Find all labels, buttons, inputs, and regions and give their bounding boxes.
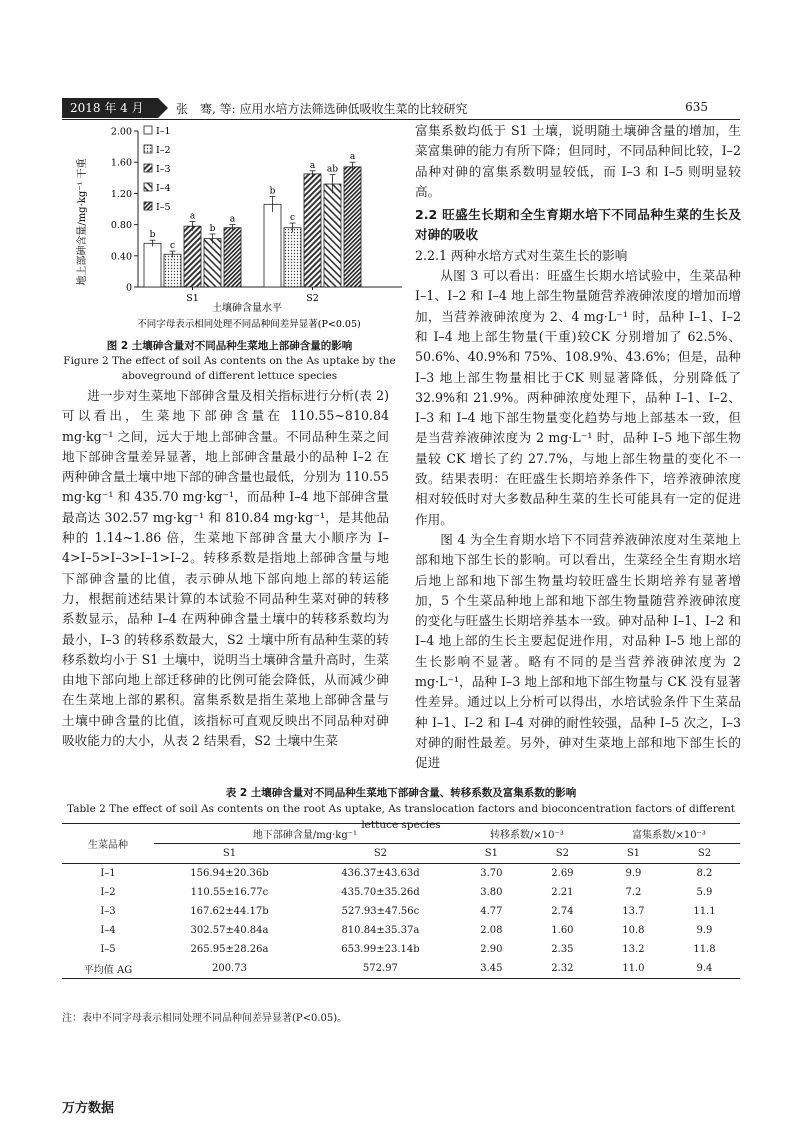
table-cell: 2.74 xyxy=(551,906,574,917)
table-row xyxy=(62,921,740,940)
figure-note: 不同字母表示相同处理不同品种间差异显著(P<0.05) xyxy=(137,319,361,330)
col-group-tf: 转移系数/×10⁻³ xyxy=(456,824,598,844)
table-row xyxy=(62,864,740,884)
y-tick-label: 1.60 xyxy=(110,157,132,169)
table-row xyxy=(62,959,740,979)
section-heading: 2.2 旺盛生长期和全生育期水培下不同品种生菜的生长及对砷的吸收 xyxy=(415,207,741,243)
table-cell: 436.37±43.63d xyxy=(341,868,420,879)
paragraph: 图 4 为全生育期水培下不同营养液砷浓度对生菜地上部和地下部生长的影响。可以看出，生菜经全生育期水培后地上部和地下部生物量均较旺盛生长期培养有显著增加，5 个生菜品种地上部和地下部生物量随营养液砷浓度的变化与旺盛生长期培养基本一致。砷对品种 I–1、I–2 和 I–4 地上部的生长主要起促进作用，对品种 I–5 地上部的生长影响不显著。略有不同的是当营养液砷浓度为 2 mg·L⁻¹，品种 I–3 地上部和地下部生物量与 CK 没有显著性差异。通过以上分析可以得出，水培试验条件下生菜品种 I–1、I–2 和 I–4 对砷的耐性较强，品种 I–5 次之，I–3 对砷的耐性最差。另外，砷对生菜地上部和地下部生长的促进 xyxy=(415,531,741,771)
x-tick-label: S2 xyxy=(306,293,319,304)
col-group-bcf: 富集系数/×10⁻³ xyxy=(598,824,740,844)
subcol: S1 xyxy=(598,844,669,864)
legend-swatch xyxy=(144,145,152,153)
table-cell: 810.84±35.37a xyxy=(341,925,420,936)
table-cell: 11.1 xyxy=(693,906,716,917)
table-cell: 5.9 xyxy=(696,887,713,898)
table-cell: 3.45 xyxy=(456,959,527,979)
subcol: S1 xyxy=(456,844,527,864)
legend-swatch xyxy=(144,183,152,191)
table-cell: 11.0 xyxy=(598,959,669,979)
legend-label: I–2 xyxy=(156,145,171,156)
running-title: 张 骞, 等: 应用水培方法筛选砷低吸收生菜的比较研究 xyxy=(176,102,468,116)
y-tick-label: 0.40 xyxy=(110,251,132,263)
x-axis-label: 土壤砷含量水平 xyxy=(212,303,282,314)
table-cell: 8.2 xyxy=(696,868,713,879)
footer-watermark: 万方数据 xyxy=(62,1101,115,1116)
table-caption-cn: 表 2 土壤砷含量对不同品种生菜地下部砷含量、转移系数及富集系数的影响 xyxy=(225,787,577,799)
legend-swatch xyxy=(144,164,152,172)
significance-letter: a xyxy=(349,152,356,163)
table-cell: 7.2 xyxy=(625,887,642,898)
significance-letter: b xyxy=(269,186,276,197)
significance-letter: c xyxy=(289,213,296,224)
significance-letter: b xyxy=(149,230,156,241)
row-label: I–4 xyxy=(100,925,116,936)
issue-date: 2018 年 4 月 xyxy=(62,98,158,118)
significance-letter: a xyxy=(309,160,316,171)
legend-swatch xyxy=(144,126,152,134)
significance-letter: ab xyxy=(326,164,339,175)
bar xyxy=(164,254,181,287)
row-label: 平均值 AG xyxy=(62,959,154,979)
table-2 xyxy=(62,823,740,979)
figure-2-chart xyxy=(62,120,402,338)
table-note: 注：表中不同字母表示相同处理不同品种间差异显著(P<0.05)。 xyxy=(62,1013,348,1024)
table-cell: 2.35 xyxy=(551,944,574,955)
bar xyxy=(344,167,361,287)
table-cell: 572.97 xyxy=(305,959,456,979)
figure-caption-cn: 图 2 土壤砷含量对不同品种生菜地上部砷含量的影响 xyxy=(106,340,353,352)
paragraph: 富集系数均低于 S1 土壤，说明随土壤砷含量的增加，生菜富集砷的能力有所下降；但同时，不同品种间比较，I–2 品种对砷的富集系数明显较低，而 I–3 和 I–5 则明显较高。 xyxy=(415,123,741,199)
y-tick-label: 2.00 xyxy=(110,126,132,138)
table-cell: 110.55±16.77c xyxy=(190,887,269,898)
legend-label: I–4 xyxy=(156,183,171,194)
table-cell: 11.8 xyxy=(693,944,716,955)
significance-letter: c xyxy=(169,241,176,252)
y-tick-label: 0 xyxy=(125,282,132,294)
table-cell: 13.7 xyxy=(622,906,645,917)
table-cell: 3.80 xyxy=(480,887,503,898)
subcol: S2 xyxy=(669,844,740,864)
subcol: S1 xyxy=(154,844,305,864)
table-cell: 10.8 xyxy=(622,925,645,936)
table-cell: 9.9 xyxy=(696,925,713,936)
row-label: I–5 xyxy=(100,944,116,955)
table-cell: 2.90 xyxy=(480,944,503,955)
bar xyxy=(264,204,281,287)
table-row xyxy=(62,940,740,959)
table-cell: 9.4 xyxy=(669,959,740,979)
figure-caption-en-2: aboveground of different lettuce species xyxy=(121,370,338,382)
y-tick-label: 0.80 xyxy=(110,220,132,232)
x-tick-label: S1 xyxy=(186,293,199,304)
table-cell: 2.32 xyxy=(527,959,598,979)
table-cell: 9.9 xyxy=(625,868,642,879)
left-column xyxy=(62,386,389,751)
paragraph: 从图 3 可以看出：旺盛生长期水培试验中，生菜品种 I–1、I–2 和 I–4 地上部生物量随营养液砷浓度的增加而增加，当营养液砷浓度为 2、4 mg·L⁻¹ 时，品种 I–1、I–2 和 I–4 地上部生物量(干重)较CK 分别增加了 62.5%、50.6%、40.9%和 75%、108.9%、43.6%；但是，品种 I–3 地上部生物量相比于CK 则显著降低，分别降低了 32.9%和 21.9%。两种砷浓度处理下，品种 I–1、I–2、I–3 和 I–4 地下部生物量变化趋势与地上部基本一致，但是当营养液砷浓度为 2 mg·L⁻¹ 时，品种 I–5 地下部生物量较 CK 增长了约 27.7%，与地上部生物量的变化不一致。结果表明：在旺盛生长期培养条件下，培养液砷浓度相对较低时对大多数品种生菜的生长可能具有一定的促进作用。 xyxy=(415,268,741,527)
table-caption-en: Table 2 The effect of soil As contents on the root As uptake, As translocation factors and bioconcentration factors of different lettuce species xyxy=(67,803,735,831)
row-label: I–2 xyxy=(100,887,116,898)
table-cell: 156.94±20.36b xyxy=(190,868,269,879)
table-cell: 527.93±47.56c xyxy=(341,906,420,917)
table-cell: 3.70 xyxy=(480,868,503,879)
significance-letter: b xyxy=(209,223,216,234)
figure-caption xyxy=(62,339,397,384)
row-label: I–3 xyxy=(100,906,116,917)
legend-label: I–3 xyxy=(156,164,171,175)
bar xyxy=(184,226,201,287)
table-cell: 265.95±28.26a xyxy=(190,944,269,955)
legend-label: I–1 xyxy=(156,126,171,137)
row-label: I–1 xyxy=(100,868,116,879)
bar xyxy=(324,184,341,287)
bar xyxy=(144,243,161,287)
table-cell: 653.99±23.14b xyxy=(341,944,420,955)
table-row xyxy=(62,883,740,902)
y-tick-label: 1.20 xyxy=(110,188,132,200)
y-axis-label: 地上部砷含量/mg·kg⁻¹ 干重 xyxy=(77,158,88,286)
table-cell: 2.69 xyxy=(551,868,574,879)
table-cell: 167.62±44.17b xyxy=(190,906,269,917)
col-group-root-as: 地下部砷含量/mg·kg⁻¹ xyxy=(154,824,456,844)
subcol: S2 xyxy=(305,844,456,864)
paragraph: 进一步对生菜地下部砷含量及相关指标进行分析(表 2)可以看出，生菜地下部砷含量在 110.55~810.84 mg·kg⁻¹ 之间，远大于地上部砷含量。不同品种生菜之间地下部砷含量差异显著，地上部砷含量最小的品种 I–2 在两种砷含量土壤中地下部的砷含量也最低，分别为 110.55 mg·kg⁻¹ 和 435.70 mg·kg⁻¹，而品种 I–4 地下部砷含量最高达 302.57 mg·kg⁻¹ 和 810.84 mg·kg⁻¹，是其他品种的 1.14~1.86 倍，生菜地下部砷含量大小顺序为 I–4>I–5>I–3>I–1>I–2。转移系数是指地上部砷含量与地下部砷含量的比值，表示砷从地下部向地上部的转运能力，根据前述结果计算的本试验不同品种生菜对砷的转移系数显示，品种 I–4 在两种砷含量土壤中的转移系数均为最小，I–3 的转移系数最大，S2 土壤中所有品种生菜的转移系数均小于 S1 土壤中，说明当土壤砷含量升高时，生菜由地下部向地上部迁移砷的比例可能会降低，从而减少砷在生菜地上部的累积。富集系数是指生菜地上部砷含量与土壤中砷含量的比值，该指标可直观反映出不同品种对砷吸收能力的大小，从表 2 结果看，S2 土壤中生菜 xyxy=(62,388,389,749)
table-cell: 13.2 xyxy=(622,944,645,955)
legend-label: I–5 xyxy=(156,202,171,213)
significance-letter: a xyxy=(189,211,196,222)
subsection-heading: 2.2.1 两种水培方式对生菜生长的影响 xyxy=(415,247,628,263)
bar xyxy=(284,228,301,287)
table-cell: 4.77 xyxy=(480,906,503,917)
page-number: 635 xyxy=(685,100,708,114)
significance-letter: a xyxy=(229,214,236,225)
col-header-variety: 生菜品种 xyxy=(62,824,154,864)
subcol: S2 xyxy=(527,844,598,864)
table-cell: 1.60 xyxy=(551,925,574,936)
table-cell: 2.21 xyxy=(551,887,574,898)
bar xyxy=(204,239,221,287)
table-cell: 302.57±40.84a xyxy=(190,925,269,936)
figure-caption-en-1: Figure 2 The effect of soil As contents on the As uptake by the xyxy=(63,355,396,367)
table-row xyxy=(62,902,740,921)
table-cell: 200.73 xyxy=(154,959,305,979)
bar xyxy=(304,174,321,287)
bar xyxy=(224,228,241,287)
legend-swatch xyxy=(144,202,152,210)
table-cell: 2.08 xyxy=(480,925,503,936)
table-cell: 435.70±35.26d xyxy=(341,887,420,898)
right-column xyxy=(415,121,741,774)
